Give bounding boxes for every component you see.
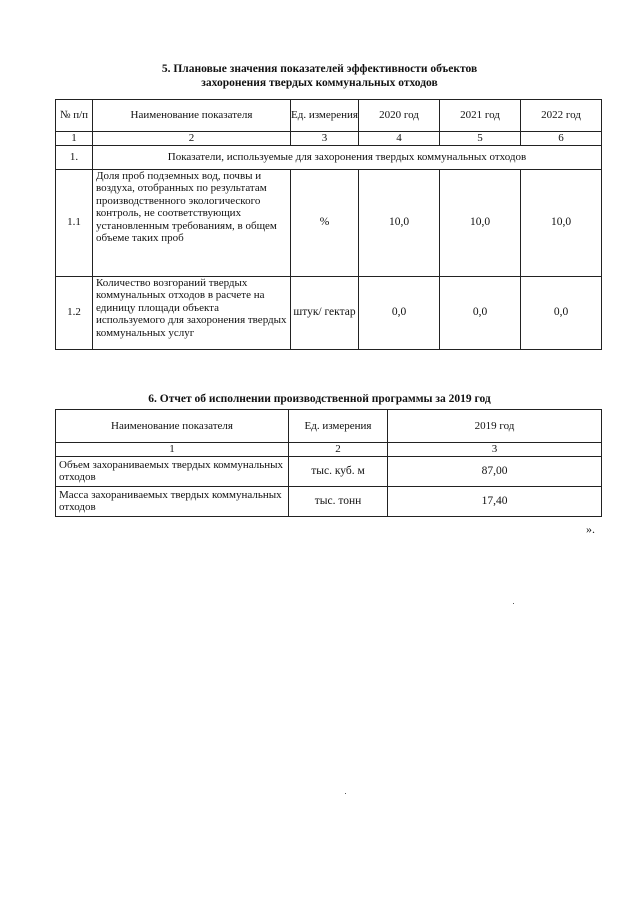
- row-name: Объем захораниваемых твердых коммунальных отходов: [56, 456, 289, 486]
- section5-title-line2: захоронения твердых коммунальных отходов: [201, 77, 438, 89]
- header-row: [56, 100, 602, 132]
- header-num: № п/п: [56, 100, 93, 132]
- row-value-2022: 0,0: [521, 276, 602, 349]
- group-row: [56, 145, 602, 169]
- row-name: Количество возгораний твердых коммунальных отходов в расчете на единицу площади объекта используемого для захоронения твердых коммунальных услуг: [93, 276, 291, 349]
- table-row: [56, 456, 602, 486]
- section5-table: [55, 99, 602, 350]
- col-number: 5: [440, 132, 521, 146]
- col-number: 1: [56, 443, 289, 457]
- col-number: 6: [521, 132, 602, 146]
- header-unit: Ед. измерения: [289, 410, 388, 443]
- row-value-2022: 10,0: [521, 169, 602, 276]
- row-value-2019: 17,40: [388, 486, 602, 516]
- row-unit: тыс. тонн: [289, 486, 388, 516]
- closing-quote-mark: ».: [586, 522, 595, 536]
- section5-title: [0, 62, 639, 90]
- row-value-2021: 10,0: [440, 169, 521, 276]
- row-num: 1.2: [56, 276, 93, 349]
- header-unit: Ед. измерения: [291, 100, 359, 132]
- col-number: 2: [93, 132, 291, 146]
- group-label: Показатели, используемые для захоронения твердых коммунальных отходов: [93, 145, 602, 169]
- table-row: [56, 276, 602, 349]
- scan-speck: [513, 603, 514, 604]
- scan-speck: [345, 793, 346, 794]
- column-number-row: [56, 443, 602, 457]
- section6-table: [55, 409, 602, 517]
- row-value-2020: 10,0: [359, 169, 440, 276]
- row-value-2021: 0,0: [440, 276, 521, 349]
- header-2021: 2021 год: [440, 100, 521, 132]
- header-2020: 2020 год: [359, 100, 440, 132]
- header-2022: 2022 год: [521, 100, 602, 132]
- col-number: 4: [359, 132, 440, 146]
- row-unit: %: [291, 169, 359, 276]
- col-number: 1: [56, 132, 93, 146]
- row-name: Масса захораниваемых твердых коммунальных отходов: [56, 486, 289, 516]
- row-num: 1.1: [56, 169, 93, 276]
- row-unit: тыс. куб. м: [289, 456, 388, 486]
- col-number: 3: [291, 132, 359, 146]
- header-2019: 2019 год: [388, 410, 602, 443]
- row-name: Доля проб подземных вод, почвы и воздуха, отобранных по результатам производственного экологического контроль, не соответствующих установленным требованиям, в общем объеме таких проб: [93, 169, 291, 276]
- header-row: [56, 410, 602, 443]
- table-row: [56, 169, 602, 276]
- row-unit: штук/ гектар: [291, 276, 359, 349]
- table-row: [56, 486, 602, 516]
- group-num: 1.: [56, 145, 93, 169]
- column-number-row: [56, 132, 602, 146]
- header-name: Наименование показателя: [93, 100, 291, 132]
- section6-title: [0, 392, 639, 406]
- header-name: Наименование показателя: [56, 410, 289, 443]
- col-number: 2: [289, 443, 388, 457]
- col-number: 3: [388, 443, 602, 457]
- row-value-2020: 0,0: [359, 276, 440, 349]
- section6-title-line: 6. Отчет об исполнении производственной программы за 2019 год: [148, 393, 491, 405]
- section5-title-line1: 5. Плановые значения показателей эффективности объектов: [161, 63, 478, 75]
- row-value-2019: 87,00: [388, 456, 602, 486]
